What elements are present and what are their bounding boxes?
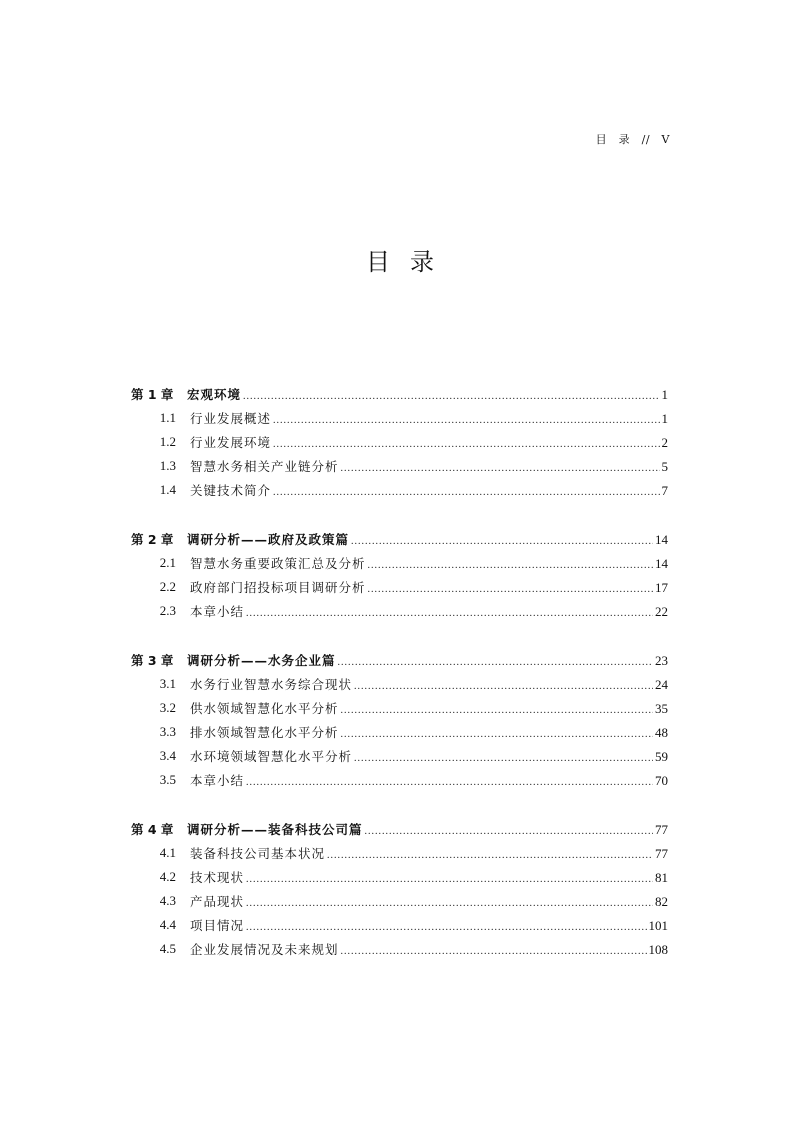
dot-leader [351,536,653,547]
toc-section-row[interactable] [0,599,800,623]
toc-entry-title: 行业发展概述 [190,411,272,426]
toc-entry-number: 4.2 [159,869,176,884]
toc-entry-page-number: 59 [655,749,668,764]
dot-leader [341,729,653,740]
toc-entry-title: 供水领域智慧化水平分析 [190,701,339,716]
toc-section-row[interactable] [0,744,800,768]
toc-entry-title: 本章小结 [190,604,245,619]
toc-entry-number: 3.4 [159,748,176,763]
dot-leader [246,922,646,933]
toc-entry-number: 2.3 [159,603,176,618]
toc-entry-number: 4.5 [159,941,176,956]
toc-entry-page-number: 23 [655,653,668,668]
toc-entry-title: 宏观环境 [187,387,242,402]
toc-entry-title: 企业发展情况及未来规划 [190,942,339,957]
toc-entry-page-number: 70 [655,773,668,788]
toc-entry-line [187,385,668,403]
toc-entry-number: 4.1 [159,845,176,860]
toc-entry-number: 4.3 [159,893,176,908]
toc-entry-page-number: 14 [655,532,668,547]
toc-chapter-row[interactable] [0,648,800,672]
dot-leader [246,898,653,909]
toc-entry-number: 1.3 [159,458,176,473]
dot-leader [327,850,653,861]
dot-leader [365,826,653,837]
toc-entry-line [190,457,668,475]
toc-entry-title: 调研分析——装备科技公司篇 [187,822,363,837]
toc-entry-number: 1.4 [159,482,176,497]
toc-section-row[interactable] [0,478,800,502]
toc-entry-line [190,723,668,741]
toc-entry-title: 行业发展环境 [190,435,272,450]
toc-entry-line [187,651,668,669]
toc-entry-number: 第 3 章 [131,653,174,668]
toc-entry-title: 排水领域智慧化水平分析 [190,725,339,740]
toc-chapter [0,817,800,961]
toc-entry-number: 第 1 章 [131,387,174,402]
dot-leader [246,608,653,619]
toc-entry-number: 1.2 [159,434,176,449]
toc-entry-line [187,530,668,548]
toc-entry-page-number: 24 [655,677,668,692]
toc-section-row[interactable] [0,696,800,720]
toc-entry-page-number: 17 [655,580,668,595]
toc-entry-number: 3.1 [159,676,176,691]
toc-section-row[interactable] [0,406,800,430]
toc-entry-number: 1.1 [159,410,176,425]
toc-entry-page-number: 22 [655,604,668,619]
toc-entry-page-number: 14 [655,556,668,571]
toc-section-row[interactable] [0,672,800,696]
toc-chapter-row[interactable] [0,382,800,406]
toc-entry-page-number: 82 [655,894,668,909]
dot-leader [368,584,653,595]
toc-entry-title: 关键技术简介 [190,483,272,498]
toc-section-row[interactable] [0,841,800,865]
dot-leader [273,415,659,426]
toc-entry-line [190,771,668,789]
toc-entry-line [190,409,668,427]
running-header: 目 录 // V [595,133,670,146]
toc-entry-line [190,433,668,451]
toc-entry-number: 3.5 [159,772,176,787]
toc-entry-line [190,554,668,572]
dot-leader [246,777,653,788]
toc-section-row[interactable] [0,937,800,961]
toc-entry-line [190,844,668,862]
toc-entry-number: 2.2 [159,579,176,594]
dot-leader [341,705,653,716]
toc-entry-number: 4.4 [159,917,176,932]
toc-entry-number: 第 2 章 [131,532,174,547]
toc-entry-line [190,699,668,717]
toc-entry-page-number: 77 [655,846,668,861]
toc-entry-number: 2.1 [159,555,176,570]
dot-leader [368,560,653,571]
toc-section-row[interactable] [0,454,800,478]
toc-entry-page-number: 7 [661,483,668,498]
toc-chapter [0,648,800,792]
toc-entry-title: 水务行业智慧水务综合现状 [190,677,353,692]
toc-entry-title: 政府部门招投标项目调研分析 [190,580,366,595]
toc-entry-line [190,481,668,499]
toc-entry-title: 本章小结 [190,773,245,788]
toc-section-row[interactable] [0,720,800,744]
toc-chapter [0,527,800,623]
toc-entry-title: 调研分析——水务企业篇 [187,653,336,668]
page-title: 目录 [366,248,454,276]
toc-entry-number: 第 4 章 [131,822,174,837]
dot-leader [341,463,660,474]
toc-entry-page-number: 35 [655,701,668,716]
toc-section-row[interactable] [0,551,800,575]
toc-entry-page-number: 48 [655,725,668,740]
toc-entry-number: 3.3 [159,724,176,739]
toc-section-row[interactable] [0,575,800,599]
toc-chapter [0,382,800,502]
toc-entry-line [190,602,668,620]
toc-entry-page-number: 77 [655,822,668,837]
dot-leader [273,487,659,498]
toc-entry-number: 3.2 [159,700,176,715]
table-of-contents [0,382,800,986]
toc-chapter-row[interactable] [0,527,800,551]
toc-entry-title: 技术现状 [190,870,245,885]
toc-section-row[interactable] [0,768,800,792]
toc-entry-title: 智慧水务重要政策汇总及分析 [190,556,366,571]
toc-entry-page-number: 101 [648,918,668,933]
toc-entry-line [190,868,668,886]
dot-leader [243,391,659,402]
toc-entry-page-number: 1 [661,387,668,402]
toc-entry-title: 产品现状 [190,894,245,909]
toc-entry-title: 调研分析——政府及政策篇 [187,532,350,547]
toc-entry-page-number: 81 [655,870,668,885]
dot-leader [273,439,659,450]
dot-leader [354,753,653,764]
toc-section-row[interactable] [0,913,800,937]
toc-entry-page-number: 5 [661,459,668,474]
toc-entry-line [190,578,668,596]
toc-entry-title: 项目情况 [190,918,245,933]
toc-entry-line [190,892,668,910]
toc-section-row[interactable] [0,865,800,889]
toc-chapter-row[interactable] [0,817,800,841]
dot-leader [338,657,653,668]
dot-leader [341,946,647,957]
toc-section-row[interactable] [0,889,800,913]
toc-entry-page-number: 108 [648,942,668,957]
toc-section-row[interactable] [0,430,800,454]
toc-entry-title: 装备科技公司基本状况 [190,846,326,861]
dot-leader [246,874,653,885]
toc-entry-line [190,675,668,693]
toc-entry-line [190,747,668,765]
toc-entry-line [187,820,668,838]
toc-entry-line [190,940,668,958]
toc-entry-title: 水环境领域智慧化水平分析 [190,749,353,764]
toc-entry-page-number: 2 [661,435,668,450]
toc-entry-line [190,916,668,934]
toc-entry-title: 智慧水务相关产业链分析 [190,459,339,474]
dot-leader [354,681,653,692]
toc-entry-page-number: 1 [661,411,668,426]
